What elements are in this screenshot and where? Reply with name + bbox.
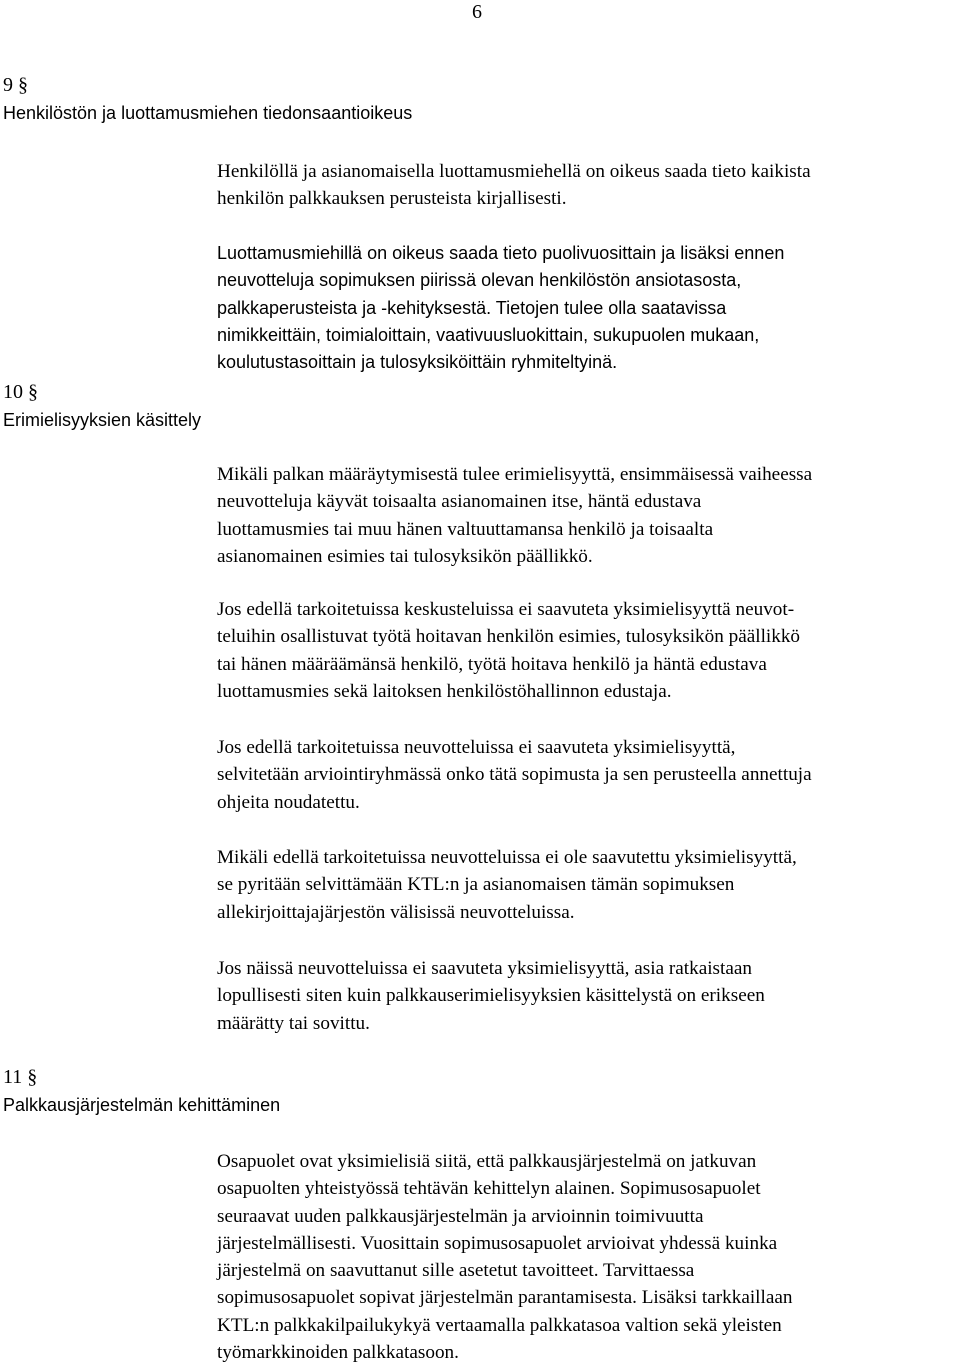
paragraph-line: henkilön palkkauksen perusteista kirjallisesti. [217,188,567,210]
paragraph-line: järjestelmä on saavuttanut sille asetetut tavoitteet. Tarvittaessa [217,1260,695,1282]
paragraph-line: lopullisesti siten kuin palkkauserimielisyyksien käsittelystä on erikseen [217,985,765,1007]
paragraph-evaluation-group [217,734,959,816]
paragraph-line: palkkaperusteista ja -kehityksestä. Tietojen tulee olla saatavissa [217,297,727,318]
paragraph-line: Jos näissä neuvotteluissa ei saavuteta yksimielisyyttä, asia ratkaistaan [217,958,752,979]
paragraph-line: asianomainen esimies tai tulosyksikön päällikkö. [217,545,593,567]
paragraph-line: Henkilöllä ja asianomaisella luottamusmiehellä on oikeus saada tieto kaikista [217,161,811,182]
paragraph-ktl-negotiations [217,844,959,926]
section-11-title: Palkkausjärjestelmän kehittäminen [3,1095,281,1115]
paragraph-info-right [217,158,959,213]
paragraph-line: seuraavat uuden palkkausjärjestelmän ja arvioinnin toimivuutta [217,1205,704,1227]
paragraph-line: sopimusosapuolet sopivat järjestelmän parantamisesta. Lisäksi tarkkaillaan [217,1287,793,1309]
page-number: 6 [472,1,482,23]
paragraph-shop-steward-info [217,240,959,376]
paragraph-line: Mikäli edellä tarkoitetuissa neuvotteluissa ei ole saavutettu yksimielisyyttä, [217,847,797,868]
section-10-number: 10 § [3,381,38,403]
paragraph-disagreement-first-stage [217,461,959,570]
paragraph-line: työmarkkinoiden palkkatasoon. [217,1342,459,1364]
paragraph-line: se pyritään selvittämään KTL:n ja asianomaisen tämän sopimuksen [217,874,735,896]
paragraph-line: selvitetään arviointiryhmässä onko tätä sopimusta ja sen perusteella annettuja [217,764,812,786]
paragraph-final-resolution [217,955,959,1037]
section-11-number: 11 § [3,1066,38,1088]
paragraph-line: Jos edellä tarkoitetuissa neuvotteluissa ei saavuteta yksimielisyyttä, [217,737,736,758]
paragraph-line: ohjeita noudatettu. [217,791,360,813]
paragraph-line: Osapuolet ovat yksimielisiä siitä, että palkkausjärjestelmä on jatkuvan [217,1151,757,1172]
paragraph-line: Luottamusmiehillä on oikeus saada tieto puolivuosittain ja lisäksi ennen [217,243,785,263]
section-9-number: 9 § [3,74,28,96]
paragraph-line: neuvotteluja sopimuksen piirissä olevan henkilöstön ansiotasosta, [217,270,742,291]
paragraph-line: Mikäli palkan määräytymisestä tulee erimielisyyttä, ensimmäisessä vaiheessa [217,464,813,485]
paragraph-disagreement-second-stage [217,596,959,705]
paragraph-line: määrätty tai sovittu. [217,1012,370,1034]
paragraph-line: nimikkeittäin, toimialoittain, vaativuusluokittain, sukupuolen mukaan, [217,324,760,345]
paragraph-line: osapuolten yhteistyössä tehtävän kehittelyn alainen. Sopimusosapuolet [217,1178,761,1200]
paragraph-line: teluihin osallistuvat työtä hoitavan henkilön esimies, tulosyksikön päällikkö [217,626,801,648]
paragraph-line: KTL:n palkkakilpailukykyä vertaamalla palkkatasoa valtion sekä yleisten [217,1314,782,1336]
section-9-title: Henkilöstön ja luottamusmiehen tiedonsaantioikeus [3,103,413,123]
paragraph-line: Jos edellä tarkoitetuissa keskusteluissa ei saavuteta yksimielisyyttä neuvot- [217,599,795,620]
paragraph-line: tai hänen määräämänsä henkilö, työtä hoitava henkilö ja häntä edustava [217,653,767,675]
section-10-title: Erimielisyyksien käsittely [3,410,202,430]
paragraph-line: allekirjoittajajärjestön välisissä neuvotteluissa. [217,901,575,923]
paragraph-pay-system-development [217,1148,959,1366]
paragraph-line: järjestelmällisesti. Vuosittain sopimusosapuolet arvioivat yhdessä kuinka [217,1232,778,1254]
paragraph-line: neuvotteluja käyvät toisaalta asianomainen itse, häntä edustava [217,491,702,513]
paragraph-line: koulutustasoittain ja tulosyksiköittäin ryhmiteltyinä. [217,352,618,373]
paragraph-line: luottamusmies tai muu hänen valtuuttamansa henkilö ja toisaalta [217,518,714,540]
paragraph-line: luottamusmies sekä laitoksen henkilöstöhallinnon edustaja. [217,680,672,702]
